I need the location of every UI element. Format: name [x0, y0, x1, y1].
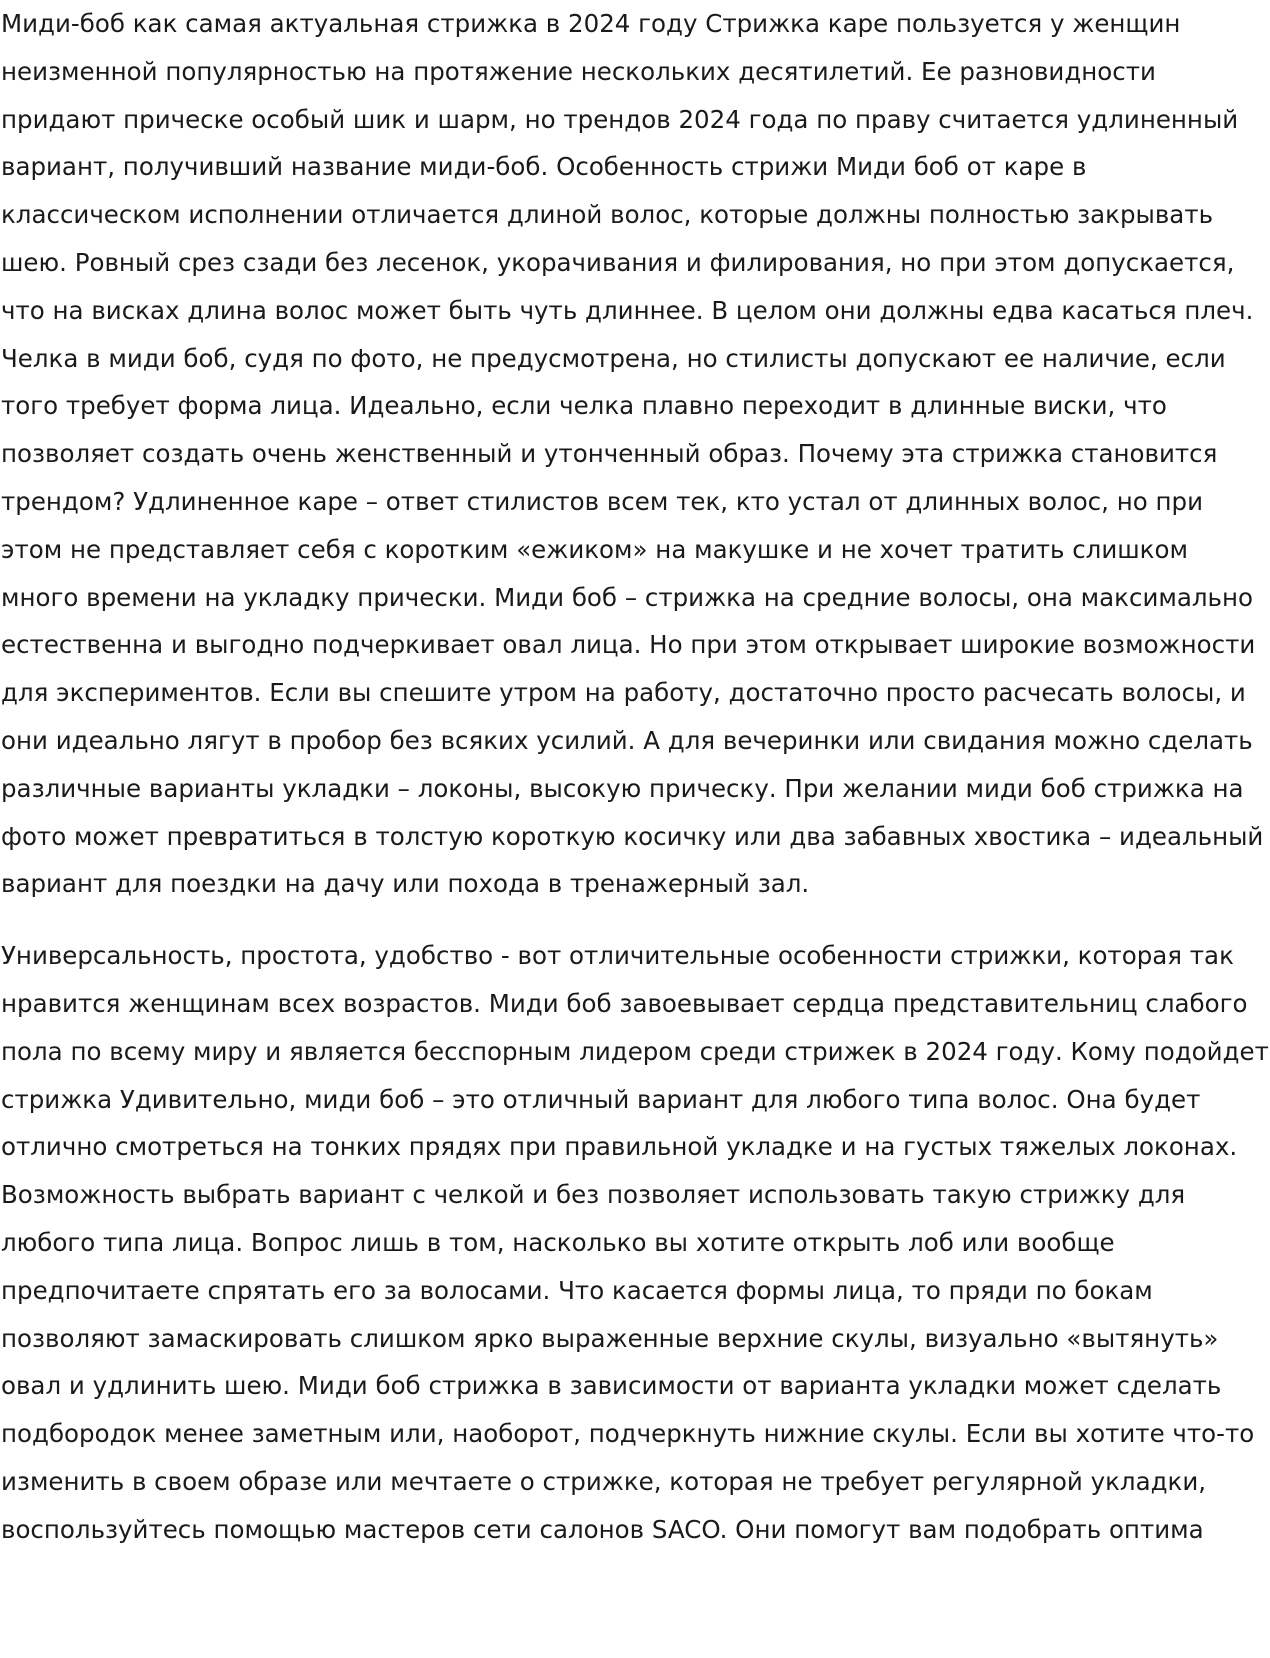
- article-paragraph-1: Миди-боб как самая актуальная стрижка в 2024 году Стрижка каре пользуется у женщин неизменной популярностью на протяжение нескольких десятилетий. Ее разновидности придают прическе особый шик и шарм, но трендов 2024 года по праву считается удлиненный вариант, получивший название миди-боб. Особенность стрижи Миди боб от каре в классическом исполнении отличается длиной волос, которые должны полностью закрывать шею. Ровный срез сзади без лесенок, укорачивания и филирования, но при этом допускается, что на висках длина волос может быть чуть длиннее. В целом они должны едва касаться плеч. Челка в миди боб, судя по фото, не предусмотрена, но стилисты допускают ее наличие, если того требует форма лица. Идеально, если челка плавно переходит в длинные виски, что позволяет создать очень женственный и утонченный образ. Почему эта стрижка становится трендом? Удлиненное каре – ответ стилистов всем тек, кто устал от длинных волос, но при этом не представляет себя с коротким «ежиком» на макушке и не хочет тратить слишком много времени на укладку прически. Миди боб – стрижка на средние волосы, она максимально естественна и выгодно подчеркивает овал лица. Но при этом открывает широкие возможности для экспериментов. Если вы спешите утром на работу, достаточно просто расчесать волосы, и они идеально лягут в пробор без всяких усилий. А для вечеринки или свидания можно сделать различные варианты укладки – локоны, высокую прическу. При желании миди боб стрижка на фото может превратиться в толстую короткую косичку или два забавных хвостика – идеальный вариант для поездки на дачу или похода в тренажерный зал.: [1, 9, 1264, 899]
- article-body: [1, 0, 1269, 1554]
- article-paragraph-2: Универсальность, простота, удобство - вот отличительные особенности стрижки, которая так нравится женщинам всех возрастов. Миди боб завоевывает сердца представительниц слабого пола по всему миру и является бесспорным лидером среди стрижек в 2024 году. Кому подойдет стрижка Удивительно, миди боб – это отличный вариант для любого типа волос. Она будет отлично смотреться на тонких прядях при правильной укладке и на густых тяжелых локонах. Возможность выбрать вариант с челкой и без позволяет использовать такую стрижку для любого типа лица. Вопрос лишь в том, насколько вы хотите открыть лоб или вообще предпочитаете спрятать его за волосами. Что касается формы лица, то пряди по бокам позволяют замаскировать слишком ярко выраженные верхние скулы, визуально «вытянуть» овал и удлинить шею. Миди боб стрижка в зависимости от варианта укладки может сделать подбородок менее заметным или, наоборот, подчеркнуть нижние скулы. Если вы хотите что-то изменить в своем образе или мечтаете о стрижке, которая не требует регулярной укладки, воспользуйтесь помощью мастеров сети салонов SACO. Они помогут вам подобрать оптима: [1, 941, 1269, 1544]
